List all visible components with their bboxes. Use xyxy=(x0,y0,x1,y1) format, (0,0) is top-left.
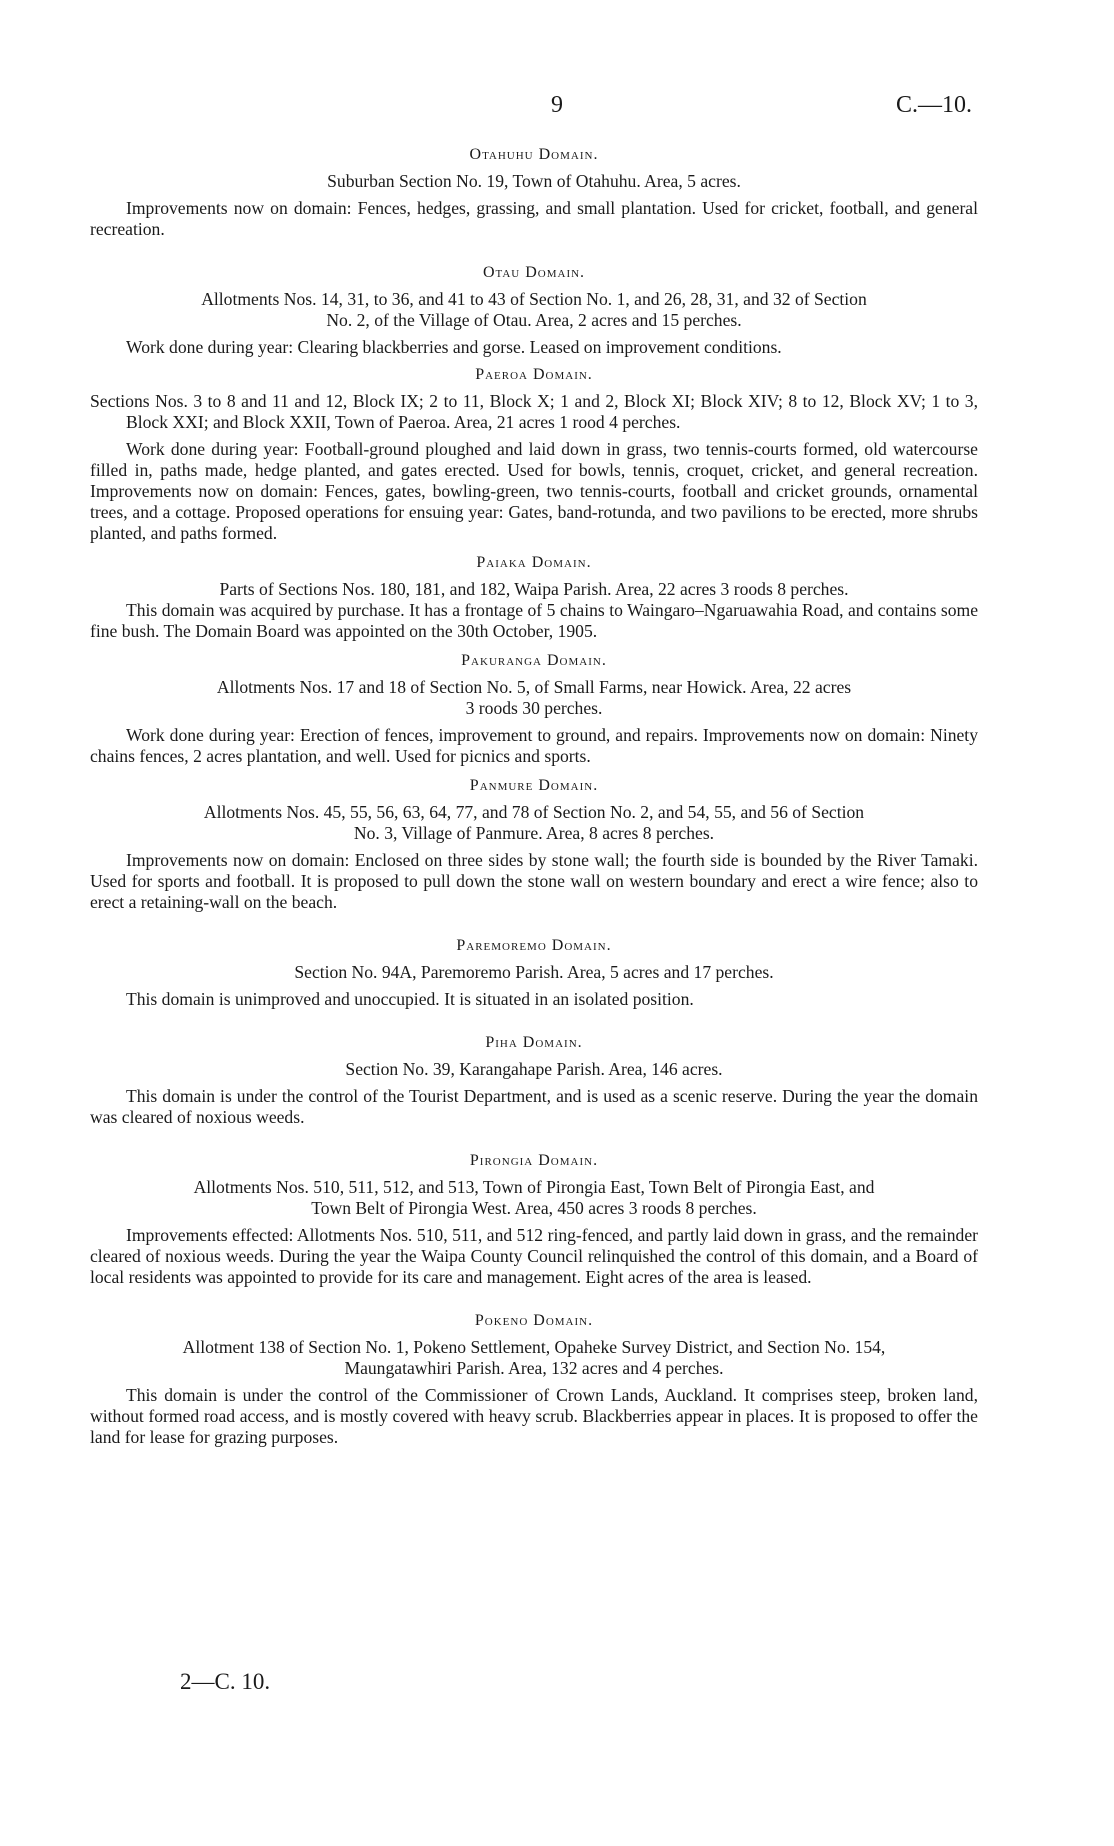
section-title: Paiaka Domain. xyxy=(476,554,592,571)
section-title: Pirongia Domain. xyxy=(469,1152,599,1169)
section-paragraph: Improvements effected: Allotments Nos. 510, 511, and 512 ring-fenced, and partly laid down in grass, and the remainder cleared of noxious weeds. During the year the Waipa County Council relinquished the control of this domain, and a Board of local residents was appointed to provide for its care and management. Eight acres of the area is leased. xyxy=(90,1225,978,1287)
section-description: Allotments Nos. 45, 55, 56, 63, 64, 77, and 78 of Section No. 2, and 54, 55, and 56 of Section xyxy=(203,802,865,822)
section-panmure xyxy=(90,775,978,913)
section-description: Parts of Sections Nos. 180, 181, and 182, Waipa Parish. Area, 22 acres 3 roods 8 perches. xyxy=(219,579,849,599)
signature-reference: 2—C. 10. xyxy=(180,1669,271,1694)
section-title: Piha Domain. xyxy=(485,1034,583,1051)
section-otahuhu xyxy=(90,144,978,240)
page-body xyxy=(90,144,978,1452)
section-paiaka xyxy=(90,552,978,642)
section-paeroa xyxy=(90,364,978,544)
section-title: Otahuhu Domain. xyxy=(469,146,599,163)
section-description-continued: Town Belt of Pirongia West. Area, 450 acres 3 roods 8 perches. xyxy=(311,1198,757,1218)
section-paragraph: Work done during year: Erection of fences, improvement to ground, and repairs. Improvements now on domain: Ninety chains fences, 2 acres plantation, and well. Used for picnics and sports. xyxy=(90,725,978,766)
section-paragraph: Improvements now on domain: Fences, hedges, grassing, and small plantation. Used for cricket, football, and general recreation. xyxy=(90,198,978,239)
section-description: Allotments Nos. 17 and 18 of Section No. 5, of Small Farms, near Howick. Area, 22 acres xyxy=(216,677,852,697)
section-description: Sections Nos. 3 to 8 and 11 and 12, Block IX; 2 to 11, Block X; 1 and 2, Block XI; Block XIV; 8 to 12, Block XV; 1 to 3, Block XXI; and Block XXII, Town of Paeroa. Area, 21 acres 1 rood 4 perches. xyxy=(90,391,978,432)
section-title: Pokeno Domain. xyxy=(474,1312,594,1329)
section-description: Section No. 39, Karangahape Parish. Area, 146 acres. xyxy=(345,1059,723,1079)
section-description-continued: Maungatawhiri Parish. Area, 132 acres and 4 perches. xyxy=(344,1358,724,1378)
document-reference: C.—10. xyxy=(895,92,972,118)
section-title: Panmure Domain. xyxy=(469,777,599,794)
section-description: Allotments Nos. 14, 31, to 36, and 41 to 43 of Section No. 1, and 26, 28, 31, and 32 of Section xyxy=(201,289,867,309)
section-paremoremo xyxy=(90,935,978,1010)
section-pokeno xyxy=(90,1310,978,1448)
section-piha xyxy=(90,1032,978,1128)
section-paragraph: This domain is under the control of the Commissioner of Crown Lands, Auckland. It comprises steep, broken land, without formed road access, and is mostly covered with heavy scrub. Blackberries appear in places. It is proposed to offer the land for lease for grazing purposes. xyxy=(90,1385,978,1447)
page-number: 9 xyxy=(551,92,563,118)
section-otau xyxy=(90,262,978,358)
section-description: Section No. 94A, Paremoremo Parish. Area, 5 acres and 17 perches. xyxy=(294,962,774,982)
section-pirongia xyxy=(90,1150,978,1288)
section-title: Pakuranga Domain. xyxy=(461,652,607,669)
section-paragraph: This domain is unimproved and unoccupied. It is situated in an isolated position. xyxy=(126,989,694,1009)
section-description-continued: 3 roods 30 perches. xyxy=(465,698,603,718)
section-paragraph: Work done during year: Football-ground ploughed and laid down in grass, two tennis-courts formed, old watercourse filled in, paths made, hedge planted, and gates erected. Used for bowls, tennis, croquet, cricket, and general recreation. Improvements now on domain: Fences, gates, bowling-green, two tennis-courts, football and cricket grounds, ornamental trees, and a cottage. Proposed operations for ensuing year: Gates, band-rotunda, and two pavilions to be erected, more shrubs planted, and paths formed. xyxy=(90,439,978,543)
section-title: Paeroa Domain. xyxy=(475,366,593,383)
section-description-continued: No. 2, of the Village of Otau. Area, 2 acres and 15 perches. xyxy=(326,310,742,330)
section-paragraph: This domain was acquired by purchase. It has a frontage of 5 chains to Waingaro–Ngaruawahia Road, and contains some fine bush. The Domain Board was appointed on the 30th October, 1905. xyxy=(90,600,978,641)
section-description: Suburban Section No. 19, Town of Otahuhu. Area, 5 acres. xyxy=(327,171,741,191)
section-paragraph: Improvements now on domain: Enclosed on three sides by stone wall; the fourth side is bounded by the River Tamaki. Used for sports and football. It is proposed to pull down the stone wall on western boundary and erect a wire fence; also to erect a retaining-wall on the beach. xyxy=(90,850,978,912)
section-paragraph: Work done during year: Clearing blackberries and gorse. Leased on improvement conditions. xyxy=(126,337,782,357)
section-title: Paremoremo Domain. xyxy=(456,937,612,954)
section-description-continued: No. 3, Village of Panmure. Area, 8 acres 8 perches. xyxy=(353,823,715,843)
section-description: Allotments Nos. 510, 511, 512, and 513, Town of Pirongia East, Town Belt of Pirongia East, and xyxy=(193,1177,875,1197)
section-title: Otau Domain. xyxy=(482,264,586,281)
section-description: Allotment 138 of Section No. 1, Pokeno Settlement, Opaheke Survey District, and Section No. 154, xyxy=(182,1337,886,1357)
section-pakuranga xyxy=(90,650,978,767)
section-paragraph: This domain is under the control of the Tourist Department, and is used as a scenic reserve. During the year the domain was cleared of noxious weeds. xyxy=(90,1086,978,1127)
